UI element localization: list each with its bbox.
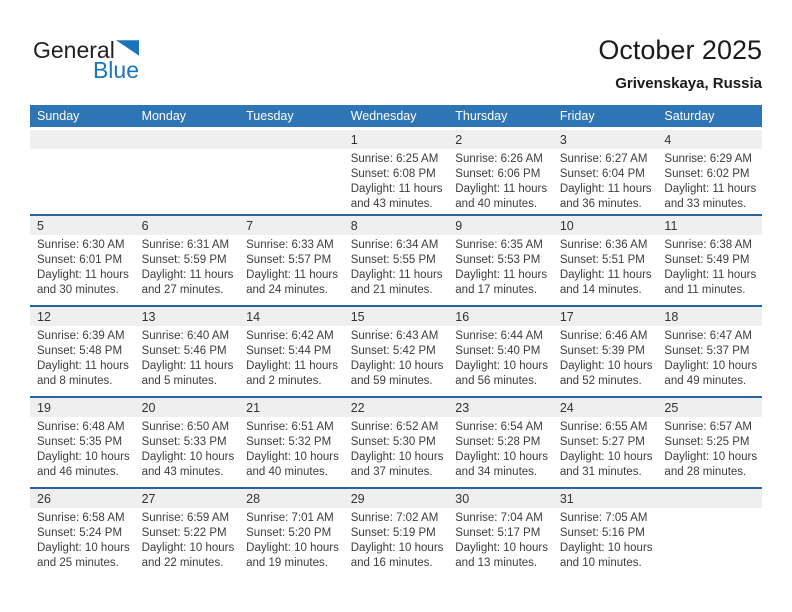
day-detail-line: Daylight: 11 hours: [559, 183, 652, 195]
day-detail-line: Daylight: 10 hours: [559, 542, 653, 554]
day-detail-line: Daylight: 10 hours: [455, 451, 548, 463]
day-detail-line: and 11 minutes.: [664, 284, 746, 296]
day-detail-line: Sunset: 5:35 PM: [37, 436, 123, 448]
day-number: 8: [350, 219, 358, 233]
day-detail-line: Sunrise: 7:02 AM: [350, 512, 439, 524]
day-detail-line: Sunset: 5:20 PM: [246, 527, 332, 539]
day-detail-line: Sunrise: 6:27 AM: [559, 153, 648, 165]
day-detail-line: Sunset: 5:57 PM: [246, 254, 332, 266]
weekday-label-wednesday: Wednesday: [350, 109, 417, 123]
day-detail-line: Sunrise: 6:58 AM: [37, 512, 125, 524]
day-detail-line: and 19 minutes.: [246, 557, 328, 569]
day-number-band: [30, 307, 762, 326]
day-detail-line: Sunrise: 6:33 AM: [246, 239, 334, 251]
day-detail-row: [30, 326, 762, 396]
day-detail-line: Sunset: 5:49 PM: [664, 254, 750, 266]
day-detail-line: Sunset: 5:30 PM: [350, 436, 436, 448]
day-number: 19: [37, 401, 51, 415]
day-detail-line: Sunrise: 7:05 AM: [559, 512, 648, 524]
weekday-label-tuesday: Tuesday: [246, 109, 294, 123]
day-detail-line: Daylight: 10 hours: [246, 542, 339, 554]
day-number: 31: [559, 492, 574, 506]
day-number: [135, 130, 240, 150]
day-number: 17: [559, 310, 574, 324]
day-detail-line: Daylight: 11 hours: [141, 360, 234, 372]
week-row: [30, 396, 762, 487]
day-detail-line: Sunrise: 6:35 AM: [455, 239, 543, 251]
day-detail-line: and 43 minutes.: [141, 466, 224, 478]
weekday-label-sunday: Sunday: [37, 109, 80, 123]
day-detail-line: Sunset: 5:48 PM: [37, 345, 123, 357]
day-detail-line: Sunset: 5:37 PM: [664, 345, 750, 357]
weekday-label-friday: Friday: [559, 109, 595, 123]
day-number: 27: [141, 492, 156, 506]
day-details: [344, 326, 449, 396]
logo-text-blue: Blue: [92, 57, 139, 83]
day-detail-line: and 52 minutes.: [559, 375, 642, 387]
day-details: [657, 149, 762, 214]
day-details: [657, 235, 762, 305]
day-detail-line: Sunrise: 6:39 AM: [37, 330, 125, 342]
day-detail-line: Daylight: 10 hours: [664, 360, 758, 372]
day-detail-line: Daylight: 11 hours: [350, 183, 443, 195]
day-detail-line: and 22 minutes.: [141, 557, 224, 569]
day-detail-line: Daylight: 10 hours: [350, 542, 444, 554]
day-detail-line: Sunset: 5:42 PM: [350, 345, 436, 357]
day-number: 7: [246, 219, 254, 233]
day-detail-line: Daylight: 10 hours: [559, 360, 653, 372]
day-detail-line: Daylight: 11 hours: [246, 360, 338, 372]
day-detail-line: Sunset: 5:39 PM: [559, 345, 645, 357]
day-detail-line: Sunset: 5:16 PM: [559, 527, 645, 539]
day-details: [30, 508, 135, 578]
day-detail-line: and 46 minutes.: [37, 466, 119, 478]
day-detail-line: Daylight: 10 hours: [141, 451, 235, 463]
day-detail-line: Sunrise: 6:42 AM: [246, 330, 334, 342]
day-detail-line: and 13 minutes.: [455, 557, 538, 569]
day-detail-row: [30, 149, 762, 214]
day-detail-line: Sunrise: 6:55 AM: [559, 421, 648, 433]
day-number: 15: [350, 310, 365, 324]
day-detail-line: Sunrise: 7:04 AM: [455, 512, 543, 524]
day-details: [553, 326, 658, 396]
day-details: [135, 149, 240, 214]
day-detail-line: Daylight: 11 hours: [37, 269, 129, 281]
day-detail-line: Daylight: 10 hours: [141, 542, 235, 554]
day-detail-line: and 37 minutes.: [350, 466, 433, 478]
day-detail-line: Daylight: 11 hours: [246, 269, 338, 281]
day-details: [657, 508, 762, 578]
day-number: 22: [350, 401, 365, 415]
day-details: [344, 508, 449, 578]
day-number: 18: [664, 310, 679, 324]
day-number: 3: [559, 133, 567, 147]
day-detail-line: and 8 minutes.: [37, 375, 113, 387]
day-detail-line: Sunrise: 6:30 AM: [37, 239, 125, 251]
day-number: 12: [37, 310, 51, 324]
day-number-band: [30, 216, 762, 235]
day-details: [30, 235, 135, 305]
day-detail-line: and 27 minutes.: [141, 284, 224, 296]
day-number: 20: [141, 401, 156, 415]
day-detail-line: Sunset: 5:24 PM: [37, 527, 123, 539]
day-details: [553, 149, 658, 214]
week-row: [30, 130, 762, 214]
day-detail-line: and 2 minutes.: [246, 375, 322, 387]
day-detail-line: Sunrise: 6:25 AM: [350, 153, 439, 165]
day-number: 4: [664, 133, 672, 147]
day-detail-line: Daylight: 11 hours: [141, 269, 234, 281]
week-row: [30, 214, 762, 305]
day-detail-line: Sunset: 6:04 PM: [559, 168, 645, 180]
day-details: [448, 326, 553, 396]
day-detail-line: and 16 minutes.: [350, 557, 433, 569]
day-detail-line: Sunrise: 6:31 AM: [141, 239, 230, 251]
day-number: 9: [455, 219, 463, 233]
day-detail-line: and 36 minutes.: [559, 198, 642, 210]
day-details: [135, 508, 240, 578]
day-detail-line: and 30 minutes.: [37, 284, 119, 296]
day-detail-line: and 17 minutes.: [455, 284, 538, 296]
day-detail-line: Sunset: 5:53 PM: [455, 254, 541, 266]
day-detail-line: Daylight: 11 hours: [455, 269, 548, 281]
day-number: 13: [141, 310, 156, 324]
day-details: [448, 149, 553, 214]
day-detail-line: Sunrise: 6:46 AM: [559, 330, 648, 342]
day-detail-line: Daylight: 10 hours: [455, 360, 548, 372]
day-detail-line: Sunrise: 6:47 AM: [664, 330, 752, 342]
day-detail-line: Sunrise: 6:40 AM: [141, 330, 230, 342]
day-number: [239, 130, 344, 150]
day-detail-line: Daylight: 10 hours: [37, 451, 130, 463]
day-detail-line: and 28 minutes.: [664, 466, 747, 478]
day-detail-line: Sunrise: 6:52 AM: [350, 421, 439, 433]
day-number: 26: [37, 492, 51, 506]
calendar-weeks: [30, 130, 762, 578]
day-number-band: [30, 130, 762, 149]
day-detail-line: Sunset: 5:27 PM: [559, 436, 645, 448]
day-detail-line: Sunset: 5:28 PM: [455, 436, 541, 448]
weekday-label-saturday: Saturday: [664, 109, 715, 123]
day-details: [239, 326, 344, 396]
day-detail-line: Sunrise: 7:01 AM: [246, 512, 334, 524]
day-detail-line: Daylight: 10 hours: [37, 542, 130, 554]
day-number-band: [30, 398, 762, 417]
day-detail-line: Sunset: 5:51 PM: [559, 254, 645, 266]
day-detail-line: Daylight: 11 hours: [664, 269, 757, 281]
day-number: [657, 489, 762, 509]
day-detail-line: Sunset: 5:17 PM: [455, 527, 541, 539]
day-detail-line: and 49 minutes.: [664, 375, 747, 387]
day-detail-line: Sunset: 5:19 PM: [350, 527, 436, 539]
day-detail-line: Sunset: 6:08 PM: [350, 168, 436, 180]
day-detail-line: and 40 minutes.: [455, 198, 538, 210]
day-detail-line: and 43 minutes.: [350, 198, 433, 210]
day-detail-line: and 56 minutes.: [455, 375, 538, 387]
logo-text-general: General: [33, 37, 115, 63]
day-detail-line: Daylight: 10 hours: [559, 451, 653, 463]
day-detail-line: and 40 minutes.: [246, 466, 328, 478]
day-detail-line: Sunset: 5:25 PM: [664, 436, 750, 448]
day-number: 21: [246, 401, 261, 415]
day-detail-line: Sunrise: 6:51 AM: [246, 421, 334, 433]
day-details: [448, 508, 553, 578]
day-details: [239, 508, 344, 578]
day-number: 16: [455, 310, 470, 324]
day-details: [30, 417, 135, 487]
day-detail-line: and 33 minutes.: [664, 198, 747, 210]
day-detail-row: [30, 417, 762, 487]
day-details: [657, 417, 762, 487]
day-details: [135, 235, 240, 305]
day-number: 10: [559, 219, 574, 233]
day-detail-line: Sunset: 5:46 PM: [141, 345, 227, 357]
day-details: [553, 508, 658, 578]
day-details: [344, 417, 449, 487]
logo-triangle-icon: [116, 39, 139, 57]
general-blue-logo: [33, 39, 139, 82]
day-detail-line: Daylight: 10 hours: [455, 542, 548, 554]
day-detail-line: Sunrise: 6:34 AM: [350, 239, 439, 251]
week-row: [30, 305, 762, 396]
day-detail-line: Sunset: 5:59 PM: [141, 254, 227, 266]
day-detail-line: Sunset: 6:06 PM: [455, 168, 541, 180]
weekday-header-row: [30, 105, 762, 127]
day-detail-line: Sunset: 5:40 PM: [455, 345, 541, 357]
day-detail-line: Daylight: 11 hours: [455, 183, 548, 195]
day-detail-line: and 25 minutes.: [37, 557, 119, 569]
month-title: October 2025: [598, 35, 762, 65]
day-number: 30: [455, 492, 470, 506]
weekday-label-monday: Monday: [141, 109, 187, 123]
day-detail-line: Sunrise: 6:29 AM: [664, 153, 752, 165]
day-detail-line: Sunset: 5:44 PM: [246, 345, 332, 357]
day-number: 6: [141, 219, 149, 233]
day-details: [553, 417, 658, 487]
day-detail-line: Sunset: 6:02 PM: [664, 168, 750, 180]
day-number: 24: [559, 401, 574, 415]
day-detail-line: Sunrise: 6:54 AM: [455, 421, 543, 433]
day-number: [30, 130, 135, 150]
day-detail-line: and 10 minutes.: [559, 557, 642, 569]
day-detail-line: Sunset: 5:22 PM: [141, 527, 227, 539]
day-details: [135, 417, 240, 487]
day-number: 2: [455, 133, 463, 147]
day-detail-line: Daylight: 10 hours: [246, 451, 339, 463]
day-number: 11: [664, 219, 678, 233]
week-row: [30, 487, 762, 578]
day-detail-line: and 5 minutes.: [141, 375, 217, 387]
day-detail-line: Sunset: 5:55 PM: [350, 254, 436, 266]
day-detail-line: Sunrise: 6:59 AM: [141, 512, 230, 524]
day-details: [553, 235, 658, 305]
day-detail-line: Daylight: 11 hours: [664, 183, 757, 195]
day-number-band: [30, 489, 762, 508]
day-details: [239, 235, 344, 305]
day-detail-line: Sunrise: 6:36 AM: [559, 239, 648, 251]
day-detail-line: Sunset: 5:32 PM: [246, 436, 332, 448]
day-number: 14: [246, 310, 261, 324]
location-subtitle: Grivenskaya, Russia: [615, 74, 762, 92]
weekday-label-thursday: Thursday: [455, 109, 508, 123]
day-details: [448, 235, 553, 305]
day-detail-line: Sunset: 5:33 PM: [141, 436, 227, 448]
day-detail-line: and 59 minutes.: [350, 375, 433, 387]
calendar-grid: [30, 105, 762, 578]
day-detail-line: and 14 minutes.: [559, 284, 642, 296]
day-details: [30, 149, 135, 214]
day-number: 25: [664, 401, 679, 415]
day-detail-line: Daylight: 10 hours: [350, 451, 444, 463]
day-details: [657, 326, 762, 396]
day-details: [344, 149, 449, 214]
day-number: 23: [455, 401, 470, 415]
day-detail-line: Daylight: 11 hours: [559, 269, 652, 281]
day-details: [448, 417, 553, 487]
day-detail-row: [30, 508, 762, 578]
day-detail-line: Sunrise: 6:57 AM: [664, 421, 752, 433]
day-detail-line: Sunrise: 6:50 AM: [141, 421, 230, 433]
title-block: [598, 36, 762, 92]
day-details: [239, 417, 344, 487]
day-details: [30, 326, 135, 396]
day-detail-line: and 24 minutes.: [246, 284, 328, 296]
day-number: 29: [350, 492, 365, 506]
day-detail-line: Daylight: 11 hours: [350, 269, 443, 281]
day-detail-line: Sunrise: 6:43 AM: [350, 330, 439, 342]
day-number: 5: [37, 219, 44, 233]
day-details: [239, 149, 344, 214]
day-detail-line: and 21 minutes.: [350, 284, 433, 296]
day-detail-line: and 31 minutes.: [559, 466, 642, 478]
day-detail-row: [30, 235, 762, 305]
day-detail-line: Sunrise: 6:48 AM: [37, 421, 125, 433]
day-details: [344, 235, 449, 305]
day-number: 28: [246, 492, 261, 506]
day-detail-line: Sunrise: 6:44 AM: [455, 330, 543, 342]
day-details: [135, 326, 240, 396]
day-detail-line: and 34 minutes.: [455, 466, 538, 478]
day-number: 1: [350, 133, 358, 147]
day-detail-line: Sunrise: 6:38 AM: [664, 239, 752, 251]
day-detail-line: Daylight: 10 hours: [350, 360, 444, 372]
day-detail-line: Daylight: 11 hours: [37, 360, 129, 372]
day-detail-line: Sunset: 6:01 PM: [37, 254, 123, 266]
day-detail-line: Daylight: 10 hours: [664, 451, 758, 463]
day-detail-line: Sunrise: 6:26 AM: [455, 153, 543, 165]
